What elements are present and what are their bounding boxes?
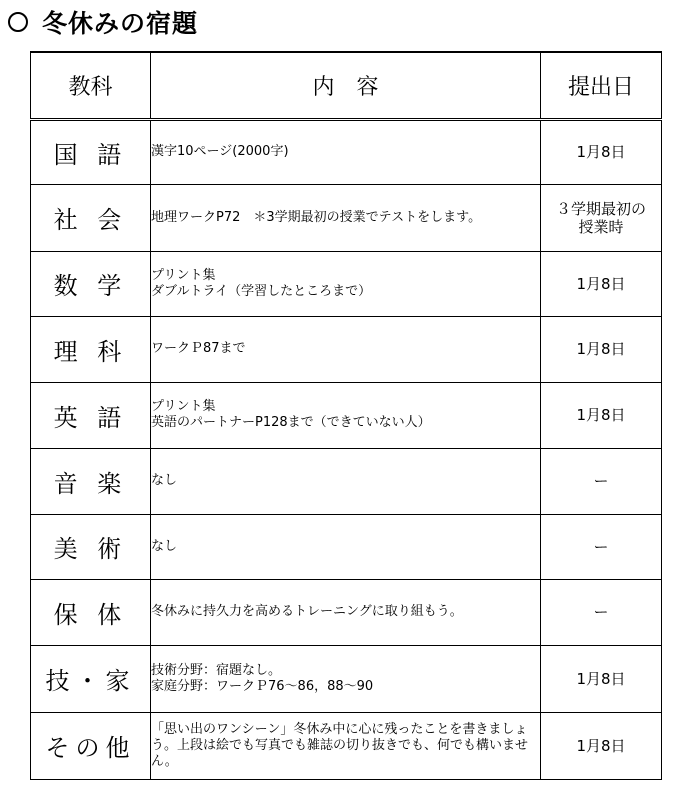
due-date-cell <box>541 251 662 316</box>
table-row <box>31 119 662 184</box>
circle-bullet-icon <box>8 12 28 32</box>
due-date-line: 1月8日 <box>576 736 626 755</box>
content-cell <box>151 514 541 579</box>
content-line: ワークＰ87まで <box>151 341 246 356</box>
due-date-line: 1月8日 <box>576 274 626 293</box>
header-subject: 教科 <box>31 52 151 119</box>
due-date-line: 1月8日 <box>576 340 626 358</box>
subject-cell: 音 楽 <box>31 448 151 514</box>
table-row <box>31 448 662 514</box>
content-line: プリント集 <box>151 399 216 414</box>
due-date-cell <box>541 514 662 579</box>
content-cell <box>151 316 541 382</box>
table-row <box>31 645 662 712</box>
due-date-line: 1月8日 <box>576 669 626 688</box>
table-row <box>31 184 662 251</box>
due-date-cell <box>541 184 662 251</box>
subject-cell: 保 体 <box>31 579 151 645</box>
content-line: なし <box>151 538 178 554</box>
due-date-cell <box>541 316 662 382</box>
content-line: プリント集 <box>151 267 216 283</box>
subject-cell: 社 会 <box>31 184 151 251</box>
page-title <box>8 4 198 40</box>
due-date-line: ー <box>593 472 609 490</box>
due-date-line: 授業時 <box>578 217 624 236</box>
subject-cell: 理 科 <box>31 316 151 382</box>
table-row <box>31 316 662 382</box>
subject-cell: その他 <box>31 712 151 779</box>
due-date-cell <box>541 119 662 184</box>
subject-cell: 美 術 <box>31 514 151 579</box>
subject-cell: 技・家 <box>31 645 151 712</box>
subject-cell: 英 語 <box>31 382 151 448</box>
homework-table <box>30 51 662 780</box>
content-line: なし <box>151 473 178 488</box>
due-date-line: ー <box>593 603 609 621</box>
due-date-line: ３学期最初の <box>555 199 646 218</box>
content-cell <box>151 448 541 514</box>
subject-cell: 数 学 <box>31 251 151 316</box>
content-line: 英語のパートナーP128まで（できていない人） <box>151 415 431 430</box>
content-line: 冬休みに持久力を高めるトレーニングに取り組もう。 <box>151 604 463 619</box>
table-row <box>31 579 662 645</box>
content-line: 漢字10ページ(2000字) <box>151 144 289 159</box>
subject-cell: 国 語 <box>31 119 151 184</box>
table-header-row <box>31 52 662 119</box>
due-date-cell <box>541 382 662 448</box>
due-date-line: 1月8日 <box>576 406 626 424</box>
due-date-cell <box>541 645 662 712</box>
due-date-line: 1月8日 <box>576 143 626 161</box>
content-cell <box>151 712 541 779</box>
content-line: 技術分野：宿題なし。 <box>151 662 282 678</box>
header-content: 内 容 <box>151 52 541 119</box>
table-row <box>31 251 662 316</box>
content-line: 地理ワークP72 ＊3学期最初の授業でテストをします。 <box>151 209 482 225</box>
content-cell <box>151 382 541 448</box>
content-cell <box>151 251 541 316</box>
content-cell <box>151 184 541 251</box>
due-date-line: ー <box>593 537 609 556</box>
table-row <box>31 712 662 779</box>
due-date-cell <box>541 448 662 514</box>
table-row <box>31 514 662 579</box>
table-body <box>31 119 662 779</box>
page-title-text: 冬休みの宿題 <box>42 9 199 38</box>
content-cell <box>151 579 541 645</box>
due-date-cell <box>541 712 662 779</box>
content-cell <box>151 119 541 184</box>
content-line: 「思い出のワンシーン」冬休み中に心に残ったことを書きましょう。上段は絵でも写真でも雑誌の切り抜きでも、何でも構いません。 <box>151 721 529 769</box>
content-cell <box>151 645 541 712</box>
content-line: ダブルトライ（学習したところまで） <box>151 283 372 299</box>
due-date-cell <box>541 579 662 645</box>
content-line: 家庭分野：ワークＰ76～86，88～90 <box>151 678 374 694</box>
header-due: 提出日 <box>541 52 662 119</box>
table-row <box>31 382 662 448</box>
